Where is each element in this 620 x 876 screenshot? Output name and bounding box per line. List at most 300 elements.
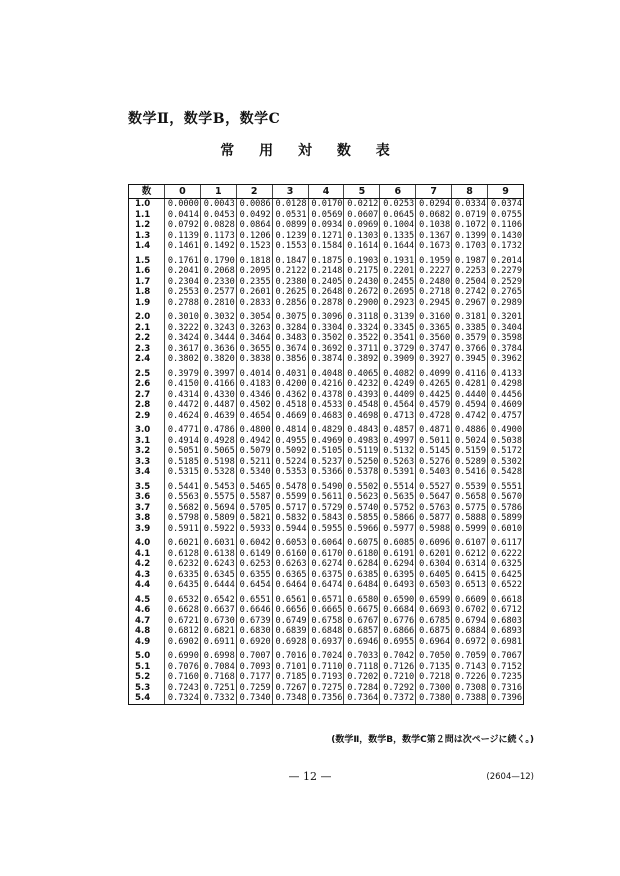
log-value-cell: 0.0128 [272,199,308,210]
log-value-cell: 0.6767 [344,616,380,627]
log-value-cell: 0.1206 [236,231,272,242]
log-value-cell: 0.1430 [488,231,524,242]
log-value-cell: 0.1875 [308,252,344,267]
log-value-cell: 0.6599 [416,591,452,606]
log-value-cell: 0.0569 [308,210,344,221]
log-value-cell: 0.6335 [165,570,201,581]
table-row [129,467,524,478]
log-value-cell: 0.1335 [380,231,416,242]
row-number: 2.0 [129,308,165,323]
row-number: 3.4 [129,467,165,478]
log-value-cell: 0.0212 [344,199,380,210]
log-value-cell: 0.5478 [272,478,308,493]
log-value-cell: 0.3838 [236,354,272,365]
log-value-cell: 0.4346 [236,390,272,401]
log-value-cell: 0.4133 [488,365,524,380]
log-value-cell: 0.7177 [236,672,272,683]
log-value-cell: 0.6180 [344,549,380,560]
log-value-cell: 0.4639 [200,411,236,422]
log-value-cell: 0.6571 [308,591,344,606]
log-value-cell: 0.6464 [272,580,308,591]
log-value-cell: 0.2095 [236,266,272,277]
log-value-cell: 0.7308 [452,683,488,694]
log-value-cell: 0.4518 [272,400,308,411]
log-value-cell: 0.2625 [272,287,308,298]
log-value-cell: 0.6085 [380,534,416,549]
log-value-cell: 0.5159 [452,446,488,457]
log-value-cell: 0.7076 [165,662,201,673]
log-value-cell: 0.4099 [416,365,452,380]
log-value-cell: 0.1903 [344,252,380,267]
log-value-cell: 0.4330 [200,390,236,401]
log-value-cell: 0.0607 [344,210,380,221]
log-value-cell: 0.4409 [380,390,416,401]
table-row [129,492,524,503]
log-value-cell: 0.3711 [344,344,380,355]
table-header-row [129,185,524,199]
row-number: 5.3 [129,683,165,694]
log-value-cell: 0.3766 [452,344,488,355]
table-row [129,379,524,390]
log-value-cell: 0.6243 [200,559,236,570]
log-value-cell: 0.2529 [488,277,524,288]
log-value-cell: 0.4742 [452,411,488,422]
log-value-cell: 0.5611 [308,492,344,503]
log-value-cell: 0.2648 [308,287,344,298]
row-number: 3.3 [129,457,165,468]
table-title: 常 用 対 数 表 [220,143,400,159]
log-value-cell: 0.6170 [308,549,344,560]
log-value-cell: 0.4298 [488,379,524,390]
log-value-cell: 0.7316 [488,683,524,694]
log-value-cell: 0.1239 [272,231,308,242]
log-value-cell: 0.6955 [380,637,416,648]
log-value-cell: 0.2041 [165,266,201,277]
log-value-cell: 0.4116 [452,365,488,380]
log-value-cell: 0.7356 [308,693,344,704]
row-number: 4.8 [129,626,165,637]
log-value-cell: 0.3962 [488,354,524,365]
log-value-cell: 0.5366 [308,467,344,478]
log-value-cell: 0.6551 [236,591,272,606]
log-value-cell: 0.7160 [165,672,201,683]
log-value-cell: 0.3784 [488,344,524,355]
log-value-cell: 0.5740 [344,503,380,514]
row-number: 3.9 [129,524,165,535]
log-value-cell: 0.6812 [165,626,201,637]
log-value-cell: 0.0828 [200,220,236,231]
log-value-cell: 0.5105 [308,446,344,457]
log-value-cell: 0.5302 [488,457,524,468]
log-value-cell: 0.3118 [344,308,380,323]
log-value-cell: 0.7380 [416,693,452,704]
log-value-cell: 0.1553 [272,241,308,252]
log-value-cell: 0.1523 [236,241,272,252]
log-value-cell: 0.4814 [272,421,308,436]
log-value-cell: 0.7372 [380,693,416,704]
log-value-cell: 0.6712 [488,605,524,616]
log-value-cell: 0.6902 [165,637,201,648]
log-value-cell: 0.6355 [236,570,272,581]
log-value-cell: 0.3464 [236,333,272,344]
log-value-cell: 0.0334 [452,199,488,210]
log-value-cell: 0.6721 [165,616,201,627]
row-number: 5.4 [129,693,165,704]
log-value-cell: 0.5453 [200,478,236,493]
log-value-cell: 0.3304 [308,323,344,334]
table-row [129,580,524,591]
log-value-cell: 0.4928 [200,436,236,447]
column-header: 3 [272,185,308,199]
table-row [129,323,524,334]
log-value-cell: 0.6513 [452,580,488,591]
log-value-cell: 0.2553 [165,287,201,298]
log-value-cell: 0.4564 [380,400,416,411]
log-value-cell: 0.4065 [344,365,380,380]
table-row [129,231,524,242]
row-number: 1.4 [129,241,165,252]
log-value-cell: 0.5877 [416,513,452,524]
log-value-cell: 0.2601 [236,287,272,298]
log-value-cell: 0.5119 [344,446,380,457]
log-value-cell: 0.6990 [165,647,201,662]
log-value-cell: 0.4771 [165,421,201,436]
log-value-cell: 0.5276 [416,457,452,468]
log-value-cell: 0.4914 [165,436,201,447]
log-value-cell: 0.5172 [488,446,524,457]
log-value-cell: 0.6656 [272,605,308,616]
log-value-cell: 0.0453 [200,210,236,221]
log-value-cell: 0.0682 [416,210,452,221]
log-value-cell: 0.5933 [236,524,272,535]
log-value-cell: 0.7396 [488,693,524,704]
log-value-cell: 0.2455 [380,277,416,288]
table-row [129,241,524,252]
log-value-cell: 0.5527 [416,478,452,493]
log-value-cell: 0.6375 [308,570,344,581]
log-value-cell: 0.2810 [200,298,236,309]
log-value-cell: 0.1492 [200,241,236,252]
log-value-cell: 0.3979 [165,365,201,380]
log-value-cell: 0.5729 [308,503,344,514]
log-value-cell: 0.7143 [452,662,488,673]
log-value-cell: 0.5999 [452,524,488,535]
log-value-cell: 0.5786 [488,503,524,514]
log-value-cell: 0.3579 [452,333,488,344]
log-value-cell: 0.4183 [236,379,272,390]
log-value-cell: 0.5378 [344,467,380,478]
log-value-cell: 0.6637 [200,605,236,616]
table-row [129,266,524,277]
log-value-cell: 0.4942 [236,436,272,447]
log-value-cell: 0.4955 [272,436,308,447]
log-value-cell: 0.6042 [236,534,272,549]
log-value-cell: 0.6580 [344,591,380,606]
table-row [129,421,524,436]
log-value-cell: 0.6031 [200,534,236,549]
log-value-cell: 0.5502 [344,478,380,493]
log-value-cell: 0.6839 [272,626,308,637]
log-value-cell: 0.6730 [200,616,236,627]
log-value-cell: 0.7024 [308,647,344,662]
log-value-cell: 0.6758 [308,616,344,627]
log-value-cell: 0.6609 [452,591,488,606]
log-value-cell: 0.5224 [272,457,308,468]
log-value-cell: 0.7202 [344,672,380,683]
log-value-cell: 0.6138 [200,549,236,560]
log-value-cell: 0.5250 [344,457,380,468]
log-value-cell: 0.0934 [308,220,344,231]
log-value-cell: 0.7168 [200,672,236,683]
row-number: 4.0 [129,534,165,549]
log-value-cell: 0.5775 [452,503,488,514]
log-value-cell: 0.4624 [165,411,201,422]
log-value-cell: 0.6561 [272,591,308,606]
log-value-cell: 0.2672 [344,287,380,298]
log-value-cell: 0.6345 [200,570,236,581]
log-value-cell: 0.7126 [380,662,416,673]
log-value-cell: 0.6684 [380,605,416,616]
column-header: 0 [165,185,201,199]
log-value-cell: 0.6920 [236,637,272,648]
log-value-cell: 0.2695 [380,287,416,298]
log-value-cell: 0.5587 [236,492,272,503]
log-value-cell: 0.2878 [308,298,344,309]
log-value-cell: 0.6294 [380,559,416,570]
log-value-cell: 0.2480 [416,277,452,288]
log-value-cell: 0.3729 [380,344,416,355]
log-value-cell: 0.5752 [380,503,416,514]
log-value-cell: 0.5391 [380,467,416,478]
log-value-cell: 0.1038 [416,220,452,231]
log-value-cell: 0.6618 [488,591,524,606]
log-value-cell: 0.4533 [308,400,344,411]
log-value-cell: 0.5315 [165,467,201,478]
log-value-cell: 0.6075 [344,534,380,549]
log-value-cell: 0.6010 [488,524,524,535]
log-value-cell: 0.5289 [452,457,488,468]
log-value-cell: 0.6646 [236,605,272,616]
table-row [129,411,524,422]
log-value-cell: 0.7110 [308,662,344,673]
log-value-cell: 0.6021 [165,534,201,549]
log-value-cell: 0.2788 [165,298,201,309]
log-value-cell: 0.1106 [488,220,524,231]
log-value-cell: 0.3909 [380,354,416,365]
log-value-cell: 0.5092 [272,446,308,457]
log-value-cell: 0.0414 [165,210,201,221]
log-value-cell: 0.6222 [488,549,524,560]
log-value-cell: 0.6107 [452,534,488,549]
log-value-cell: 0.3522 [344,333,380,344]
table-row [129,298,524,309]
log-value-cell: 0.5944 [272,524,308,535]
log-value-cell: 0.6522 [488,580,524,591]
log-value-cell: 0.5514 [380,478,416,493]
row-number: 3.7 [129,503,165,514]
log-value-cell: 0.6232 [165,559,201,570]
log-value-cell: 0.6702 [452,605,488,616]
log-value-cell: 0.3201 [488,308,524,323]
log-value-cell: 0.5635 [380,492,416,503]
row-number: 1.5 [129,252,165,267]
log-value-cell: 0.5145 [416,446,452,457]
log-value-cell: 0.5575 [200,492,236,503]
log-value-cell: 0.4265 [416,379,452,390]
log-value-cell: 0.4150 [165,379,201,390]
table-body [129,199,524,705]
log-value-cell: 0.5832 [272,513,308,524]
log-value-cell: 0.2175 [344,266,380,277]
row-number: 3.1 [129,436,165,447]
row-number: 3.0 [129,421,165,436]
log-value-cell: 0.6911 [200,637,236,648]
log-value-cell: 0.5955 [308,524,344,535]
log-value-cell: 0.5682 [165,503,201,514]
row-number: 4.1 [129,549,165,560]
log-value-cell: 0.7042 [380,647,416,662]
log-value-cell: 0.7118 [344,662,380,673]
log-value-cell: 0.6693 [416,605,452,616]
log-value-cell: 0.5198 [200,457,236,468]
log-value-cell: 0.5024 [452,436,488,447]
log-value-cell: 0.7267 [272,683,308,694]
row-number: 2.8 [129,400,165,411]
log-value-cell: 0.5977 [380,524,416,535]
log-value-cell: 0.4014 [236,365,272,380]
column-header: 6 [380,185,416,199]
table-row [129,503,524,514]
table-row [129,662,524,673]
log-value-cell: 0.5717 [272,503,308,514]
log-value-cell: 0.2122 [272,266,308,277]
log-value-cell: 0.6785 [416,616,452,627]
log-value-cell: 0.3263 [236,323,272,334]
log-value-cell: 0.0374 [488,199,524,210]
page-number: — 12 — [288,770,332,783]
log-value-cell: 0.4378 [308,390,344,401]
log-value-cell: 0.4983 [344,436,380,447]
log-value-cell: 0.7093 [236,662,272,673]
log-value-cell: 0.6884 [452,626,488,637]
log-value-cell: 0.7210 [380,672,416,683]
log-value-cell: 0.6314 [452,559,488,570]
log-value-cell: 0.5563 [165,492,201,503]
log-value-cell: 0.4698 [344,411,380,422]
log-value-cell: 0.0755 [488,210,524,221]
log-value-cell: 0.7324 [165,693,201,704]
log-value-cell: 0.5966 [344,524,380,535]
log-value-cell: 0.1847 [272,252,308,267]
log-value-cell: 0.1761 [165,252,201,267]
log-value-cell: 0.3424 [165,333,201,344]
log-value-cell: 0.4487 [200,400,236,411]
table-row [129,637,524,648]
row-number: 2.7 [129,390,165,401]
log-value-cell: 0.4548 [344,400,380,411]
log-value-cell: 0.2068 [200,266,236,277]
log-value-cell: 0.5798 [165,513,201,524]
log-value-cell: 0.0043 [200,199,236,210]
log-value-cell: 0.0253 [380,199,416,210]
log-value-cell: 0.3997 [200,365,236,380]
log-value-cell: 0.5763 [416,503,452,514]
table-row [129,277,524,288]
log-value-cell: 0.4048 [308,365,344,380]
log-value-cell: 0.7259 [236,683,272,694]
log-value-cell: 0.3243 [200,323,236,334]
log-value-cell: 0.7332 [200,693,236,704]
log-value-cell: 0.6484 [344,580,380,591]
table-row [129,199,524,210]
log-value-cell: 0.1303 [344,231,380,242]
log-value-cell: 0.1173 [200,231,236,242]
row-number: 3.2 [129,446,165,457]
log-value-cell: 0.6821 [200,626,236,637]
log-value-cell: 0.2355 [236,277,272,288]
log-value-cell: 0.4757 [488,411,524,422]
log-value-cell: 0.2900 [344,298,380,309]
table-row [129,559,524,570]
table-row [129,354,524,365]
table-row [129,591,524,606]
log-value-cell: 0.6117 [488,534,524,549]
log-value-cell: 0.6542 [200,591,236,606]
log-value-cell: 0.6776 [380,616,416,627]
column-header: 2 [236,185,272,199]
log-value-cell: 0.5670 [488,492,524,503]
log-value-cell: 0.3139 [380,308,416,323]
table-row [129,365,524,380]
log-value-cell: 0.4166 [200,379,236,390]
log-value-cell: 0.4082 [380,365,416,380]
log-value-cell: 0.6972 [452,637,488,648]
log-value-cell: 0.3945 [452,354,488,365]
log-value-cell: 0.6675 [344,605,380,616]
log-value-cell: 0.2279 [488,266,524,277]
log-value-cell: 0.3096 [308,308,344,323]
log-value-cell: 0.0969 [344,220,380,231]
row-number: 4.6 [129,605,165,616]
table-row [129,549,524,560]
log-value-cell: 0.6096 [416,534,452,549]
log-value-cell: 0.6212 [452,549,488,560]
log-value-cell: 0.4393 [344,390,380,401]
log-value-cell: 0.4594 [452,400,488,411]
log-value-cell: 0.3892 [344,354,380,365]
log-value-cell: 0.4969 [308,436,344,447]
log-value-cell: 0.5899 [488,513,524,524]
log-value-cell: 0.5465 [236,478,272,493]
row-number: 1.2 [129,220,165,231]
log-value-cell: 0.5441 [165,478,201,493]
log-value-cell: 0.5490 [308,478,344,493]
log-value-cell: 0.2330 [200,277,236,288]
log-value-cell: 0.6981 [488,637,524,648]
log-value-cell: 0.1584 [308,241,344,252]
log-value-cell: 0.4728 [416,411,452,422]
log-value-cell: 0.6253 [236,559,272,570]
corner-header: 数 [129,185,165,199]
log-value-cell: 0.1004 [380,220,416,231]
log-value-cell: 0.6474 [308,580,344,591]
table-row [129,446,524,457]
log-value-cell: 0.6866 [380,626,416,637]
log-value-cell: 0.5079 [236,446,272,457]
log-value-cell: 0.4200 [272,379,308,390]
log-value-cell: 0.4425 [416,390,452,401]
table-row [129,333,524,344]
